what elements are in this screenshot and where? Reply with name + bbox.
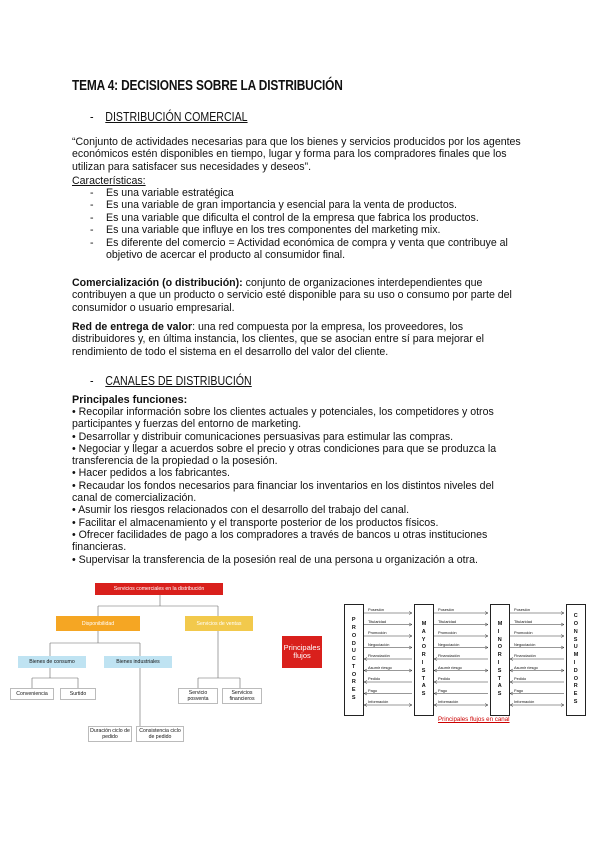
column-letter: C (351, 656, 356, 663)
comercializacion-term: Comercialización (o distribución): (72, 277, 243, 289)
bienes-consumo-box: Bienes de consumo (18, 656, 86, 668)
list-item: - Es diferente del comercio = Actividad económica de compra y venta que contribuye al objetivo de acercar el producto al consumidor final. (72, 237, 522, 262)
column-letter: R (497, 652, 502, 659)
disponibilidad-box: Disponibilidad (56, 616, 140, 631)
list-item: - Es una variable que influye en los tres componentes del marketing mix. (72, 224, 522, 236)
consumidores-label (574, 613, 579, 707)
servicios-financieros-box: Servicios financieros (222, 688, 262, 704)
flow-label: Asumir riesgo (514, 664, 538, 670)
flow-label: Pago (438, 687, 448, 693)
servicio-posventa-box: Servicio posventa (178, 688, 218, 704)
column-letter: O (573, 621, 578, 628)
comercializacion-paragraph (72, 277, 522, 314)
flow-label: Asumir riesgo (368, 664, 392, 670)
flow-label: Titularidad (368, 618, 387, 624)
characteristics-heading: Características: (72, 175, 146, 187)
functions-list (72, 406, 522, 566)
column-letter: R (351, 679, 356, 686)
column-letter: M (421, 621, 427, 628)
list-item: • Hacer pedidos a los fabricantes. (72, 467, 522, 479)
column-letter: S (497, 691, 502, 698)
flow-label: Pedido (438, 676, 451, 681)
list-item: - Es una variable que dificulta el control de la empresa que fabrica los productos. (72, 212, 522, 224)
flow-label: Pago (514, 687, 524, 693)
flow-label: Posesión (438, 607, 455, 612)
column-letter: I (497, 660, 500, 666)
column-letter: A (421, 683, 426, 690)
column-letter: S (573, 636, 578, 643)
red-text: : una red compuesta por la empresa, los proveedores, los distribuidores y, en última instancia, los clientes, que se asocian entre sí para mejorar el rendimiento de todo el sistema en el desarrollo del valor del cliente. (72, 321, 484, 358)
column-letter: P (351, 617, 356, 624)
column-letter: O (351, 632, 357, 639)
productores-label (352, 617, 356, 703)
column-letter: R (351, 624, 356, 631)
flow-label: Financiación (368, 653, 390, 658)
column-letter: S (573, 698, 578, 705)
flow-label: Promoción (438, 630, 457, 635)
flow-label: Asumir riesgo (438, 664, 462, 670)
consumidores-column (566, 604, 586, 716)
flow-label: Posesión (514, 607, 531, 612)
list-item: • Supervisar la transferencia de la posesión real de una persona u organización a otra. (72, 554, 522, 566)
flow-label: Titularidad (438, 618, 457, 624)
column-letter: M (573, 652, 579, 659)
flow-label: Negociación (438, 641, 460, 647)
column-letter: U (573, 644, 578, 651)
column-letter: A (421, 628, 426, 635)
duracion-box: Duración ciclo de pedido (88, 726, 132, 742)
column-letter: S (351, 695, 356, 702)
flows-label: Principales flujos (282, 636, 322, 668)
column-letter: I (573, 660, 576, 666)
list-item: • Ofrecer facilidades de pago a los compradores a través de bancos u otras instituciones financieras. (72, 529, 522, 554)
flow-label: Financiación (438, 653, 460, 658)
column-letter: S (421, 691, 426, 698)
flow-label: Negociación (368, 641, 390, 647)
section-heading-canales: - CANALES DE DISTRIBUCIÓN (90, 374, 252, 388)
definition-paragraph: “Conjunto de actividades necesarias para que los bienes y servicios producidos por los agentes económicos estén disponibles en tiempo, lugar y forma para los compradores finales que los utilizan para satisfacer sus necesidades y deseos”. (72, 136, 521, 173)
mayoristas-column (414, 604, 434, 716)
list-item: • Desarrollar y distribuir comunicaciones persuasivas para estimular las compras. (72, 431, 522, 443)
flow-label: Negociación (514, 641, 536, 647)
red-paragraph (72, 321, 522, 358)
functions-heading: Principales funciones: (72, 394, 188, 406)
flows-caption: Principales flujos en canal (438, 716, 510, 723)
column-letter: S (421, 667, 426, 674)
column-letter: O (497, 644, 502, 651)
servicios-venta-box: Servicios de ventas (185, 616, 253, 631)
flow-label: Pago (368, 687, 378, 693)
list-item: - Es una variable estratégica (72, 187, 522, 199)
column-letter: U (351, 648, 356, 655)
flow-label: Promoción (368, 630, 387, 635)
flow-label: Pedido (368, 676, 381, 681)
column-letter: A (497, 683, 502, 690)
list-item: - Es una variable de gran importancia y esencial para la venta de productos. (72, 199, 522, 211)
flow-label: Información (368, 699, 389, 704)
column-letter: C (573, 613, 578, 620)
productores-column (344, 604, 364, 716)
column-letter: N (497, 636, 502, 643)
surtido-box: Surtido (60, 688, 96, 700)
root-box: Servicios comerciales en la distribución (95, 583, 223, 595)
column-letter: D (573, 667, 578, 674)
list-item: • Negociar y llegar a acuerdos sobre el precio y otras condiciones para que se produzca la transferencia de la propiedad o la posesión. (72, 443, 522, 468)
mayoristas-label (422, 621, 427, 699)
consistencia-box: Consistencia ciclo de pedido (136, 726, 184, 742)
flow-label: Titularidad (514, 618, 533, 624)
column-letter: I (421, 660, 424, 666)
comercializacion-text: conjunto de organizaciones interdependientes que contribuyen a que un producto o servicio esté disponible para su uso o consumo por parte del consumidor o usuario empresarial. (72, 277, 512, 314)
column-letter: O (421, 644, 426, 651)
column-letter: Y (421, 636, 426, 643)
list-item: • Facilitar el almacenamiento y el transporte posterior de los productos físicos. (72, 517, 522, 529)
flow-label: Pedido (514, 676, 527, 681)
column-letter: O (573, 675, 578, 682)
list-item: • Recopilar información sobre los clientes actuales y potenciales, los competidores y otros participantes y fuerzas del entorno de marketing. (72, 406, 522, 431)
column-letter: S (497, 667, 502, 674)
flow-label: Posesión (368, 607, 385, 612)
column-letter: R (421, 652, 426, 659)
red-term: Red de entrega de valor (72, 321, 193, 333)
characteristics-list (72, 187, 522, 261)
flow-label: Información (438, 699, 459, 704)
channel-flows-diagram (282, 600, 600, 730)
page-title: TEMA 4: DECISIONES SOBRE LA DISTRIBUCIÓN (72, 78, 343, 94)
conveniencia-box: Conveniencia (10, 688, 54, 700)
column-letter: T (421, 675, 426, 682)
column-letter: D (351, 640, 356, 647)
list-item: • Asumir los riesgos relacionados con el desarrollo del trabajo del canal. (72, 504, 522, 516)
column-letter: T (497, 675, 502, 682)
minoristas-label (498, 621, 503, 699)
section-heading-distribucion: - DISTRIBUCIÓN COMERCIAL (90, 110, 248, 124)
column-letter: N (573, 628, 578, 635)
minoristas-column (490, 604, 510, 716)
column-letter: I (497, 628, 500, 635)
flow-label: Información (514, 699, 535, 704)
bienes-industriales-box: Bienes industriales (104, 656, 172, 668)
flow-label: Financiación (514, 653, 536, 658)
column-letter: O (351, 671, 357, 678)
column-letter: R (573, 683, 578, 690)
column-letter: T (351, 663, 356, 670)
services-tree-diagram (0, 578, 280, 748)
column-letter: M (497, 621, 503, 628)
section-heading-text: DISTRIBUCIÓN COMERCIAL (105, 110, 248, 124)
section-heading-text: CANALES DE DISTRIBUCIÓN (105, 374, 252, 388)
column-letter: E (351, 687, 356, 694)
column-letter: E (573, 691, 578, 698)
list-item: • Recaudar los fondos necesarios para financiar los inventarios en los distintos niveles del canal de comercialización. (72, 480, 522, 505)
flow-label: Promoción (514, 630, 533, 635)
